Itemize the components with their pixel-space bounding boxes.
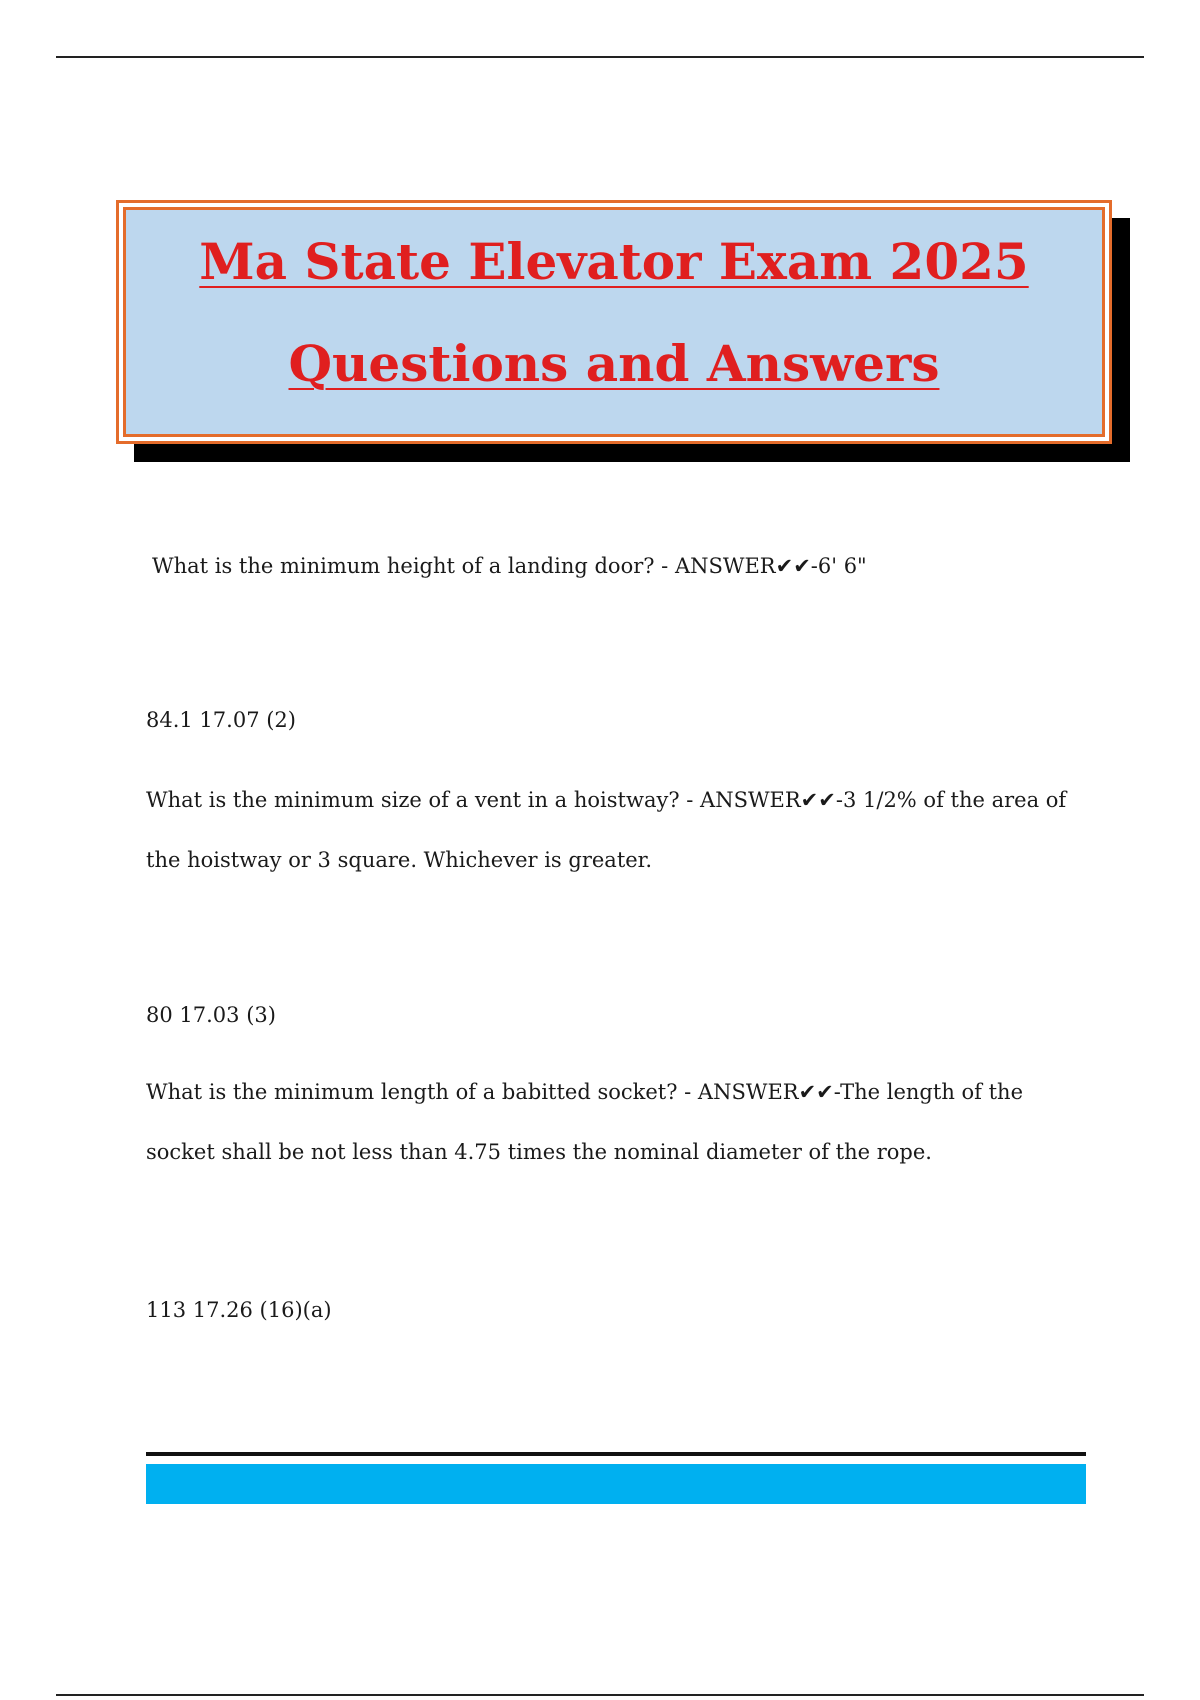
reference-1: 84.1 17.07 (2) (146, 708, 296, 732)
document-title-line-2: Questions and Answers (288, 334, 940, 393)
document-title-line-1: Ma State Elevator Exam 2025 (199, 232, 1029, 291)
reference-2: 80 17.03 (3) (146, 1003, 276, 1027)
question-3: What is the minimum length of a babitted socket? - ANSWER✔✔-The length of the socket shall be not less than 4.75 times the nominal diameter of the rope. (146, 1080, 1023, 1164)
footer-bar (146, 1464, 1086, 1504)
question-1: What is the minimum height of a landing door? - ANSWER✔✔-6' 6" (152, 554, 867, 578)
title-box (116, 200, 1112, 444)
bottom-rule (56, 1694, 1144, 1696)
footer-rule (146, 1452, 1086, 1456)
top-rule (56, 56, 1144, 58)
reference-3: 113 17.26 (16)(a) (146, 1298, 332, 1322)
question-2: What is the minimum size of a vent in a hoistway? - ANSWER✔✔-3 1/2% of the area of the hoistway or 3 square. Whichever is greater. (146, 788, 1067, 872)
